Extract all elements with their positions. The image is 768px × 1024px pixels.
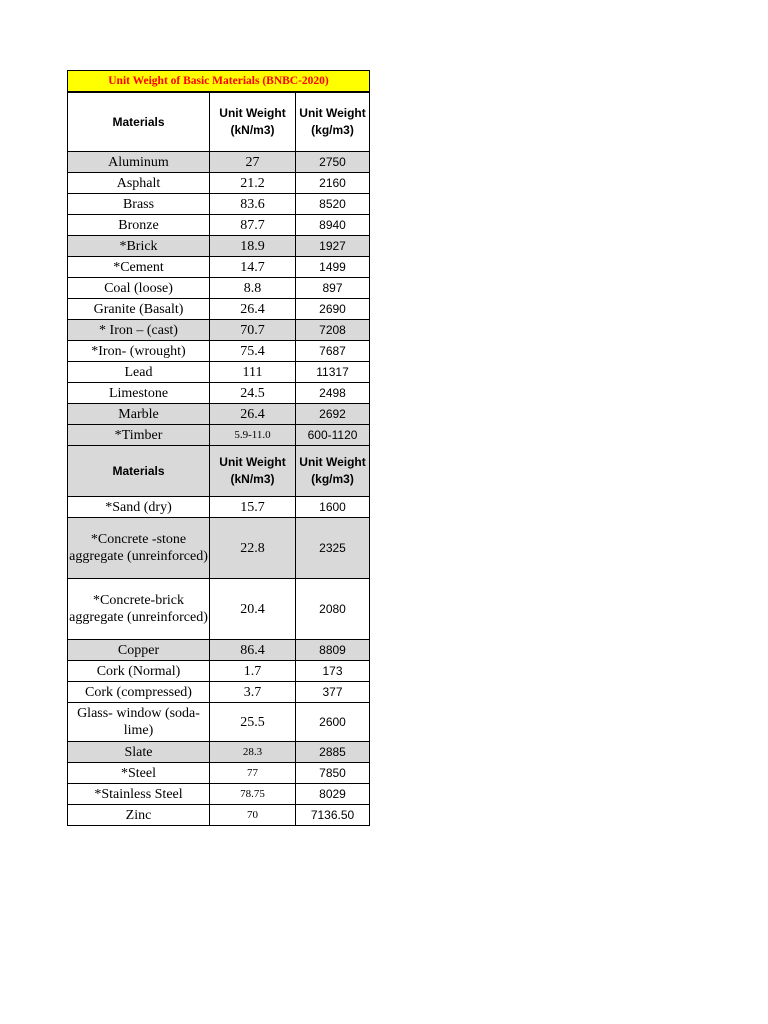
header-materials: Materials (68, 92, 210, 152)
material-cell: *Iron- (wrought) (68, 341, 210, 362)
material-cell: *Concrete -stone aggregate (unreinforced) (68, 518, 210, 579)
table-row (68, 682, 370, 703)
unit-weight-kn-cell: 5.9-11.0 (210, 425, 296, 446)
unit-weight-kn-cell: 26.4 (210, 299, 296, 320)
unit-weight-kg-cell: 8940 (296, 215, 370, 236)
unit-weight-kg-cell: 173 (296, 661, 370, 682)
header-row (68, 92, 370, 152)
unit-weight-kg-cell: 8809 (296, 640, 370, 661)
unit-weight-kn-cell: 86.4 (210, 640, 296, 661)
unit-weight-kn-cell: 20.4 (210, 579, 296, 640)
material-cell: *Concrete-brick aggregate (unreinforced) (68, 579, 210, 640)
unit-weight-kn-cell: 14.7 (210, 257, 296, 278)
material-cell: Cork (Normal) (68, 661, 210, 682)
table-row (68, 362, 370, 383)
table-row (68, 278, 370, 299)
unit-weight-kn-cell: 26.4 (210, 404, 296, 425)
table-row (68, 152, 370, 173)
unit-weight-kn-cell: 78.75 (210, 784, 296, 805)
unit-weight-kg-cell: 8520 (296, 194, 370, 215)
table-row (68, 703, 370, 742)
unit-weight-kg-cell: 2600 (296, 703, 370, 742)
unit-weight-kn-cell: 83.6 (210, 194, 296, 215)
unit-weight-kg-cell: 2692 (296, 404, 370, 425)
unit-weight-kn-cell: 25.5 (210, 703, 296, 742)
unit-weight-kn-cell: 8.8 (210, 278, 296, 299)
unit-weight-kg-cell: 2160 (296, 173, 370, 194)
unit-weight-kn-cell: 27 (210, 152, 296, 173)
material-cell: Marble (68, 404, 210, 425)
table-row (68, 805, 370, 826)
material-cell: *Steel (68, 763, 210, 784)
header-row-repeat (68, 446, 370, 497)
unit-weight-kg-cell: 1499 (296, 257, 370, 278)
unit-weight-kg-cell: 2325 (296, 518, 370, 579)
unit-weight-kn-cell: 3.7 (210, 682, 296, 703)
unit-weight-kn-cell: 70 (210, 805, 296, 826)
unit-weight-kg-cell: 7136.50 (296, 805, 370, 826)
table-row (68, 404, 370, 425)
unit-weight-kg-cell: 2690 (296, 299, 370, 320)
material-cell: Slate (68, 742, 210, 763)
unit-weight-kn-cell: 111 (210, 362, 296, 383)
table-row (68, 173, 370, 194)
unit-weight-kn-cell: 87.7 (210, 215, 296, 236)
header-unit-weight-kn-repeat: Unit Weight (kN/m3) (210, 446, 296, 497)
unit-weight-kg-cell: 11317 (296, 362, 370, 383)
material-cell: Copper (68, 640, 210, 661)
unit-weight-kg-cell: 7687 (296, 341, 370, 362)
header-unit-weight-kg: Unit Weight (kg/m3) (296, 92, 370, 152)
table-row (68, 320, 370, 341)
unit-weight-kn-cell: 22.8 (210, 518, 296, 579)
material-cell: Cork (compressed) (68, 682, 210, 703)
unit-weight-kg-cell: 377 (296, 682, 370, 703)
material-cell: *Sand (dry) (68, 497, 210, 518)
table-row (68, 236, 370, 257)
material-cell: *Brick (68, 236, 210, 257)
unit-weight-kn-cell: 21.2 (210, 173, 296, 194)
material-cell: Asphalt (68, 173, 210, 194)
material-cell: Granite (Basalt) (68, 299, 210, 320)
unit-weight-kn-cell: 77 (210, 763, 296, 784)
material-cell: Glass- window (soda-lime) (68, 703, 210, 742)
unit-weight-kn-cell: 18.9 (210, 236, 296, 257)
table-row (68, 661, 370, 682)
unit-weight-kn-cell: 28.3 (210, 742, 296, 763)
unit-weight-kg-cell: 7208 (296, 320, 370, 341)
unit-weight-kn-cell: 70.7 (210, 320, 296, 341)
material-cell: Coal (loose) (68, 278, 210, 299)
material-cell: * Iron – (cast) (68, 320, 210, 341)
table-row (68, 194, 370, 215)
table-title: Unit Weight of Basic Materials (BNBC-2020) (68, 71, 370, 93)
unit-weight-kg-cell: 600-1120 (296, 425, 370, 446)
material-cell: Zinc (68, 805, 210, 826)
material-cell: Limestone (68, 383, 210, 404)
unit-weight-kg-cell: 2498 (296, 383, 370, 404)
header-materials-repeat: Materials (68, 446, 210, 497)
material-cell: *Stainless Steel (68, 784, 210, 805)
unit-weight-kg-cell: 2080 (296, 579, 370, 640)
table-row (68, 640, 370, 661)
unit-weight-kn-cell: 15.7 (210, 497, 296, 518)
unit-weight-table (67, 70, 370, 826)
table-row (68, 383, 370, 404)
unit-weight-kg-cell: 1927 (296, 236, 370, 257)
section-2-rows (68, 497, 370, 826)
material-cell: *Timber (68, 425, 210, 446)
header-unit-weight-kn: Unit Weight (kN/m3) (210, 92, 296, 152)
material-cell: *Cement (68, 257, 210, 278)
material-cell: Bronze (68, 215, 210, 236)
table-row (68, 425, 370, 446)
unit-weight-kn-cell: 24.5 (210, 383, 296, 404)
unit-weight-kg-cell: 8029 (296, 784, 370, 805)
table-row (68, 518, 370, 579)
table-row (68, 215, 370, 236)
table-row (68, 742, 370, 763)
table-row (68, 257, 370, 278)
unit-weight-kg-cell: 1600 (296, 497, 370, 518)
table-row (68, 497, 370, 518)
section-1-rows (68, 152, 370, 446)
unit-weight-kg-cell: 7850 (296, 763, 370, 784)
unit-weight-kn-cell: 1.7 (210, 661, 296, 682)
unit-weight-kg-cell: 897 (296, 278, 370, 299)
unit-weight-kg-cell: 2750 (296, 152, 370, 173)
table-row (68, 763, 370, 784)
unit-weight-kn-cell: 75.4 (210, 341, 296, 362)
material-cell: Lead (68, 362, 210, 383)
material-cell: Aluminum (68, 152, 210, 173)
table-row (68, 341, 370, 362)
material-cell: Brass (68, 194, 210, 215)
table-row (68, 579, 370, 640)
header-unit-weight-kg-repeat: Unit Weight (kg/m3) (296, 446, 370, 497)
unit-weight-kg-cell: 2885 (296, 742, 370, 763)
table-row (68, 299, 370, 320)
table-row (68, 784, 370, 805)
